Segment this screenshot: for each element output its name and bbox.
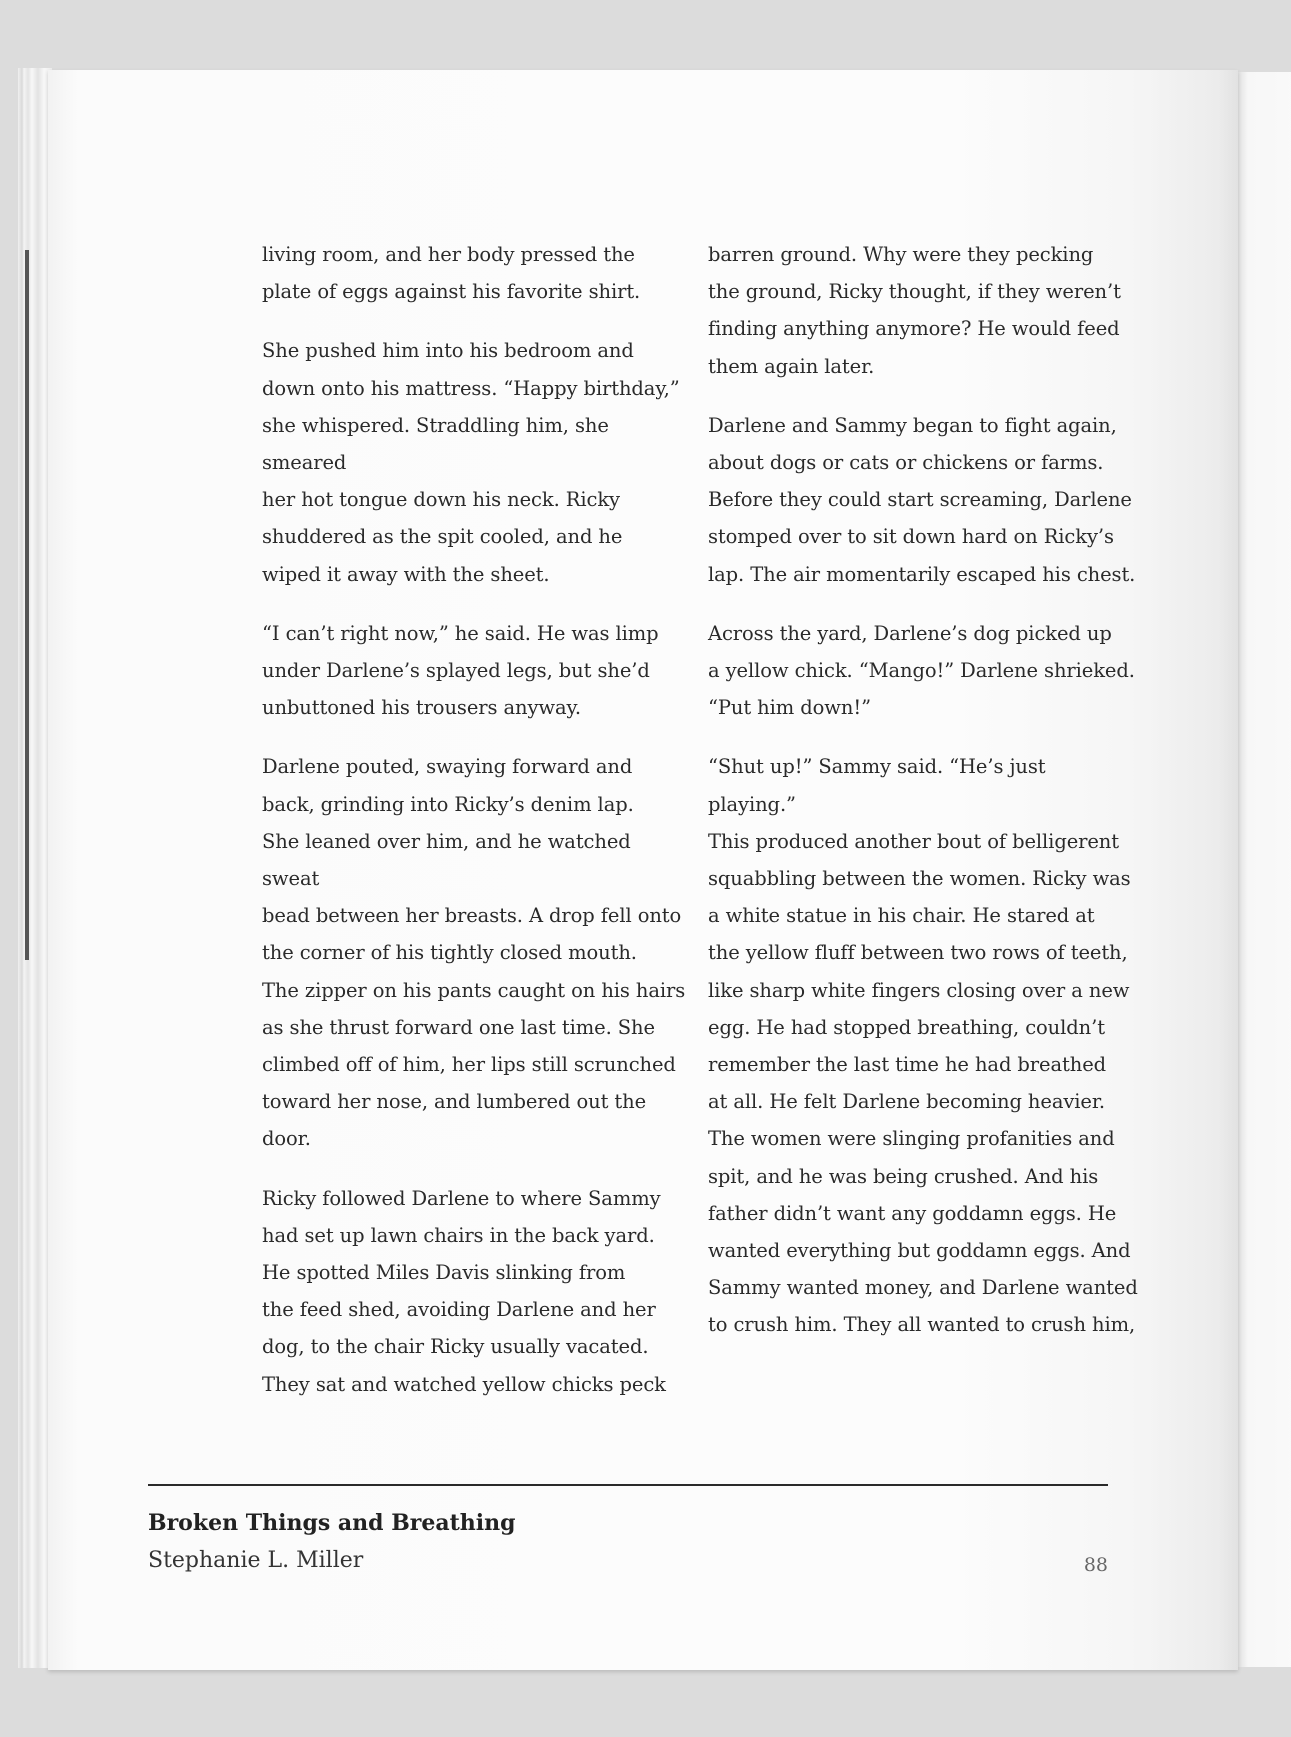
paragraph: Across the yard, Darlene’s dog picked up a yellow chick. “Mango!” Darlene shrieked. “Put him down!”	[708, 621, 1135, 720]
paragraph: Ricky followed Darlene to where Sammy had set up lawn chairs in the back yard. He spotted Miles Davis slinking from the feed shed, avoiding Darlene and her dog, to the chair Ricky usually vacated. They sat and watched yellow chicks peck	[262, 1186, 666, 1396]
paragraph: She pushed him into his bedroom and down onto his mattress. “Happy birthday,” she whispered. Straddling him, she smeared her hot tongue down his neck. Ricky shuddered as the spit cooled, and he wiped it away with the sheet.	[262, 339, 680, 586]
paragraph: “I can’t right now,” he said. He was limp under Darlene’s splayed legs, but she’d unbuttoned his trousers anyway.	[262, 621, 659, 720]
facing-page-edge	[1230, 72, 1291, 1667]
page-number: 88	[1083, 1554, 1108, 1576]
paragraph: barren ground. Why were they pecking the ground, Ricky thought, if they weren’t finding anything anymore? He would feed them again later.	[708, 243, 1121, 378]
paragraph: Darlene and Sammy began to fight again, about dogs or cats or chickens or farms. Before they could start screaming, Darlene stomped over to sit down hard on Ricky’s lap. The air momentarily escaped his chest.	[708, 413, 1136, 586]
text-column-right	[708, 236, 1138, 1366]
footer-rule	[148, 1484, 1108, 1486]
footer-author: Stephanie L. Miller	[148, 1548, 364, 1573]
paragraph: Darlene pouted, swaying forward and back, grinding into Ricky’s denim lap. She leaned over him, and he watched sweat bead between her breasts. A drop fell onto the corner of his tightly closed mouth. The zipper on his pants caught on his hairs as she thrust forward one last time. She climbed off of him, her lips still scrunched toward her nose, and lumbered out the door.	[262, 755, 686, 1151]
paragraph: living room, and her body pressed the plate of eggs against his favorite shirt.	[262, 243, 641, 304]
page-edge-mark	[25, 250, 29, 960]
text-column-left	[262, 236, 692, 1425]
paragraph: “Shut up!” Sammy said. “He’s just playing.” This produced another bout of belligerent squabbling between the women. Ricky was a white statue in his chair. He stared at the yellow fluff between two rows of teeth, like sharp white fingers closing over a new egg. He had stopped breathing, couldn’t remember the last time he had breathed at all. He felt Darlene becoming heavier. The women were slinging profanities and spit, and he was being crushed. And his father didn’t want any goddamn eggs. He wanted everything but goddamn eggs. And Sammy wanted money, and Darlene wanted to crush him. They all wanted to crush him,	[708, 755, 1138, 1337]
footer-title: Broken Things and Breathing	[148, 1510, 516, 1536]
book-page-edges	[18, 68, 52, 1668]
